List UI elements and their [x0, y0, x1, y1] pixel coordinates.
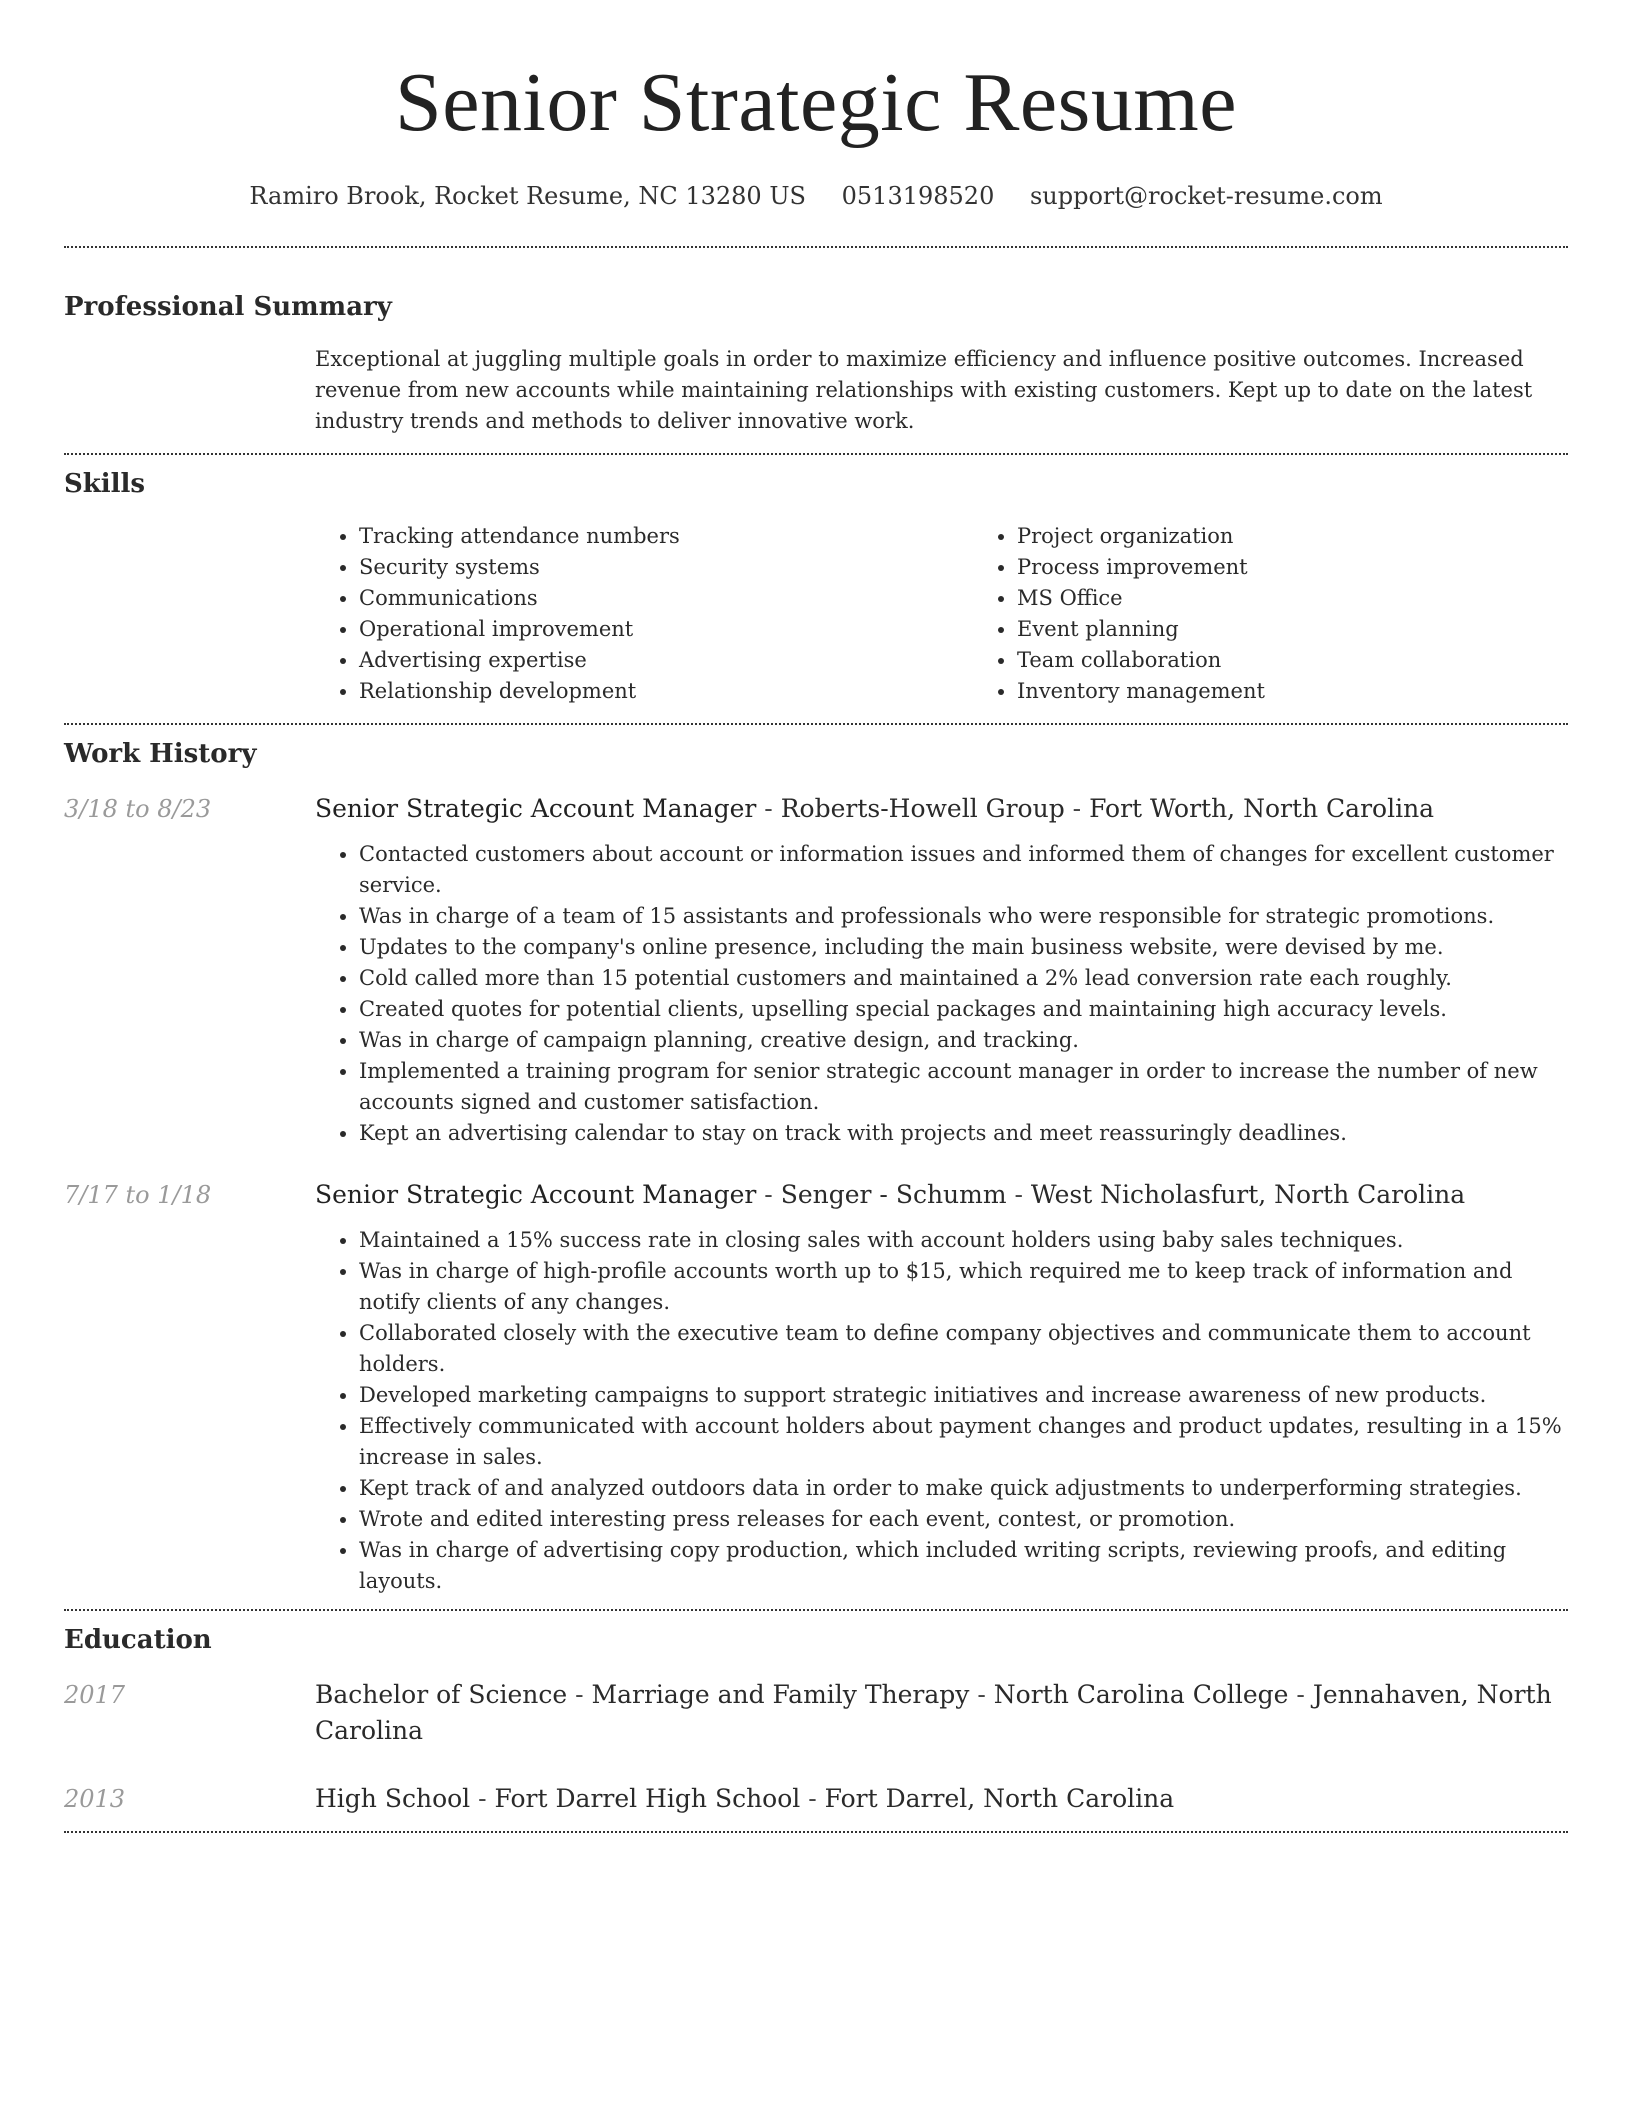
education-year: 2017	[64, 1681, 126, 1709]
skill-item: • MS Office	[1017, 583, 1631, 614]
education-year: 2013	[64, 1785, 126, 1813]
contact-phone: 0513198520	[841, 182, 995, 210]
skill-item: • Operational improvement	[359, 614, 973, 645]
skill-item: • Team collaboration	[1017, 645, 1631, 676]
summary-heading: Professional Summary	[64, 292, 392, 322]
job-bullet: • Cold called more than 15 potential customers and maintained a 2% lead conversion rate each roughly.	[359, 963, 1568, 994]
resume-title: Senior Strategic Resume	[395, 56, 1237, 149]
skills-heading: Skills	[64, 469, 146, 499]
job-bullets	[315, 1225, 1568, 1597]
job-heading: Senior Strategic Account Manager - Roberts-Howell Group - Fort Worth, North Carolina	[315, 794, 1435, 823]
job-bullet: • Implemented a training program for senior strategic account manager in order to increase the number of new accounts signed and customer satisfaction.	[359, 1056, 1568, 1118]
job-heading: Senior Strategic Account Manager - Senger - Schumm - West Nicholasfurt, North Carolina	[315, 1180, 1466, 1209]
education-school: Fort Darrel High School	[494, 1784, 801, 1813]
job-role: Senior Strategic Account Manager	[315, 1180, 757, 1209]
job-dates: 3/18 to 8/23	[64, 795, 212, 823]
job-bullet: • Updates to the company's online presence, including the main business website, were devised by me.	[359, 932, 1568, 963]
job-location: Fort Worth, North Carolina	[1089, 794, 1435, 823]
job-bullet: • Created quotes for potential clients, upselling special packages and maintaining high accuracy levels.	[359, 994, 1568, 1025]
divider	[64, 1831, 1568, 1833]
skill-item: • Tracking attendance numbers	[359, 521, 973, 552]
education-school: North Carolina College	[993, 1680, 1289, 1709]
skill-item: • Advertising expertise	[359, 645, 973, 676]
work-heading: Work History	[64, 739, 257, 769]
skill-item: • Communications	[359, 583, 973, 614]
job-bullet: • Was in charge of advertising copy production, which included writing scripts, reviewing proofs, and editing layouts.	[359, 1535, 1568, 1597]
skill-item: • Project organization	[1017, 521, 1631, 552]
contact-address: Ramiro Brook, Rocket Resume, NC 13280 US	[249, 182, 806, 210]
contact-line	[64, 180, 1568, 212]
job-bullet: • Was in charge of campaign planning, creative design, and tracking.	[359, 1025, 1568, 1056]
job-location: West Nicholasfurt, North Carolina	[1030, 1180, 1466, 1209]
education-degree: High School	[315, 1784, 471, 1813]
job-bullet: • Maintained a 15% success rate in closing sales with account holders using baby sales techniques.	[359, 1225, 1568, 1256]
summary-text: Exceptional at juggling multiple goals in order to maximize efficiency and influence positive outcomes. Increased revenue from new accounts while maintaining relationships with existing customers. Kept up to date on the latest industry trends and methods to deliver innovative work.	[315, 347, 1533, 433]
job-entry	[64, 791, 1568, 1149]
job-company: Senger - Schumm	[780, 1180, 1007, 1209]
skill-item: • Process improvement	[1017, 552, 1631, 583]
job-role: Senior Strategic Account Manager	[315, 794, 757, 823]
education-field: Marriage and Family Therapy	[591, 1680, 970, 1709]
skill-item: • Relationship development	[359, 676, 973, 707]
skills-section	[64, 455, 1568, 723]
education-degree: Bachelor of Science	[315, 1680, 568, 1709]
skill-item: • Event planning	[1017, 614, 1631, 645]
education-entry	[64, 1781, 1568, 1817]
skills-list-right	[973, 521, 1631, 707]
skill-item: • Security systems	[359, 552, 973, 583]
skill-item: • Inventory management	[1017, 676, 1631, 707]
job-bullet: • Developed marketing campaigns to support strategic initiatives and increase awareness of new products.	[359, 1380, 1568, 1411]
job-dates: 7/17 to 1/18	[64, 1181, 212, 1209]
job-bullet: • Kept track of and analyzed outdoors data in order to make quick adjustments to underperforming strategies.	[359, 1473, 1568, 1504]
job-company: Roberts-Howell Group	[780, 794, 1065, 823]
education-entry	[64, 1677, 1568, 1749]
job-bullets	[315, 839, 1568, 1149]
job-bullet: • Contacted customers about account or information issues and informed them of changes for excellent customer service.	[359, 839, 1568, 901]
education-heading-line: High School - Fort Darrel High School - Fort Darrel, North Carolina	[315, 1784, 1175, 1813]
education-location: Fort Darrel, North Carolina	[824, 1784, 1175, 1813]
education-heading: Education	[64, 1625, 212, 1655]
contact-email: support@rocket-resume.com	[1029, 182, 1383, 210]
work-section	[64, 725, 1568, 1609]
summary-section	[64, 248, 1568, 453]
job-entry	[64, 1177, 1568, 1597]
job-bullet: • Effectively communicated with account holders about payment changes and product updates, resulting in a 15% increase in sales.	[359, 1411, 1568, 1473]
education-section	[64, 1611, 1568, 1831]
skills-list-left	[315, 521, 973, 707]
job-bullet: • Was in charge of high-profile accounts worth up to $15, which required me to keep track of information and notify clients of any changes.	[359, 1256, 1568, 1318]
education-location: Jennahaven, North Carolina	[315, 1680, 1552, 1745]
education-heading-line: Bachelor of Science - Marriage and Family Therapy - North Carolina College - Jennahaven, North Carolina	[315, 1680, 1552, 1745]
job-bullet: • Wrote and edited interesting press releases for each event, contest, or promotion.	[359, 1504, 1568, 1535]
job-bullet: • Collaborated closely with the executive team to define company objectives and communicate them to account holders.	[359, 1318, 1568, 1380]
job-bullet: • Was in charge of a team of 15 assistants and professionals who were responsible for strategic promotions.	[359, 901, 1568, 932]
job-bullet: • Kept an advertising calendar to stay on track with projects and meet reassuringly deadlines.	[359, 1118, 1568, 1149]
